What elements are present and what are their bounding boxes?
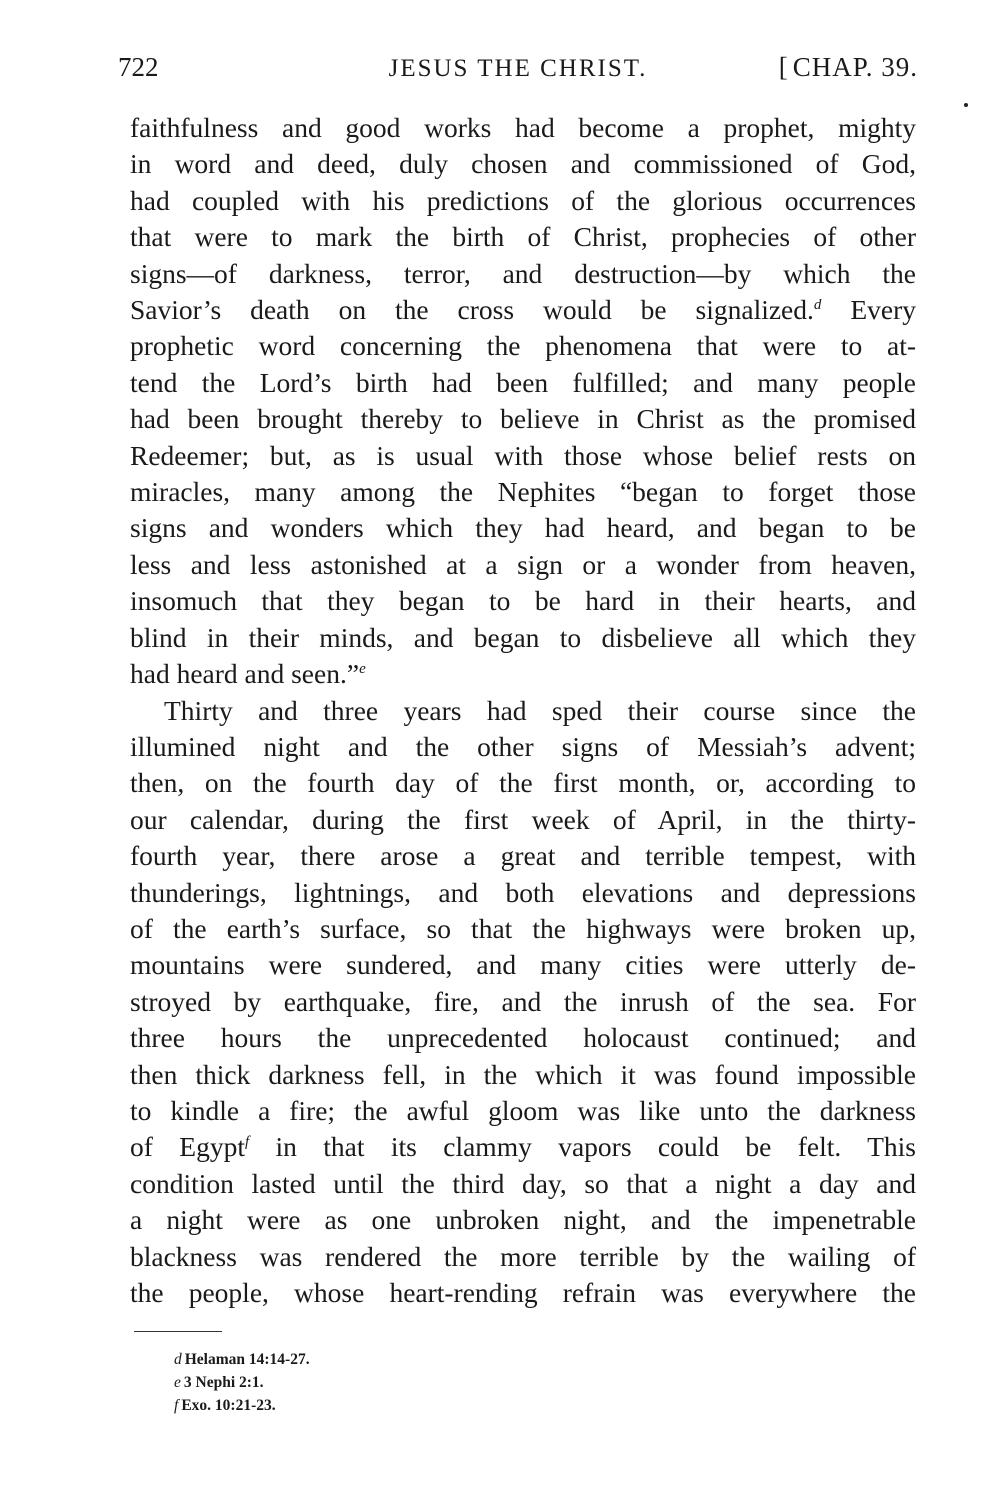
footnote-letter: d (174, 1351, 182, 1368)
text-line: fourth year, there arose a great and terrible tempest, with (130, 840, 916, 872)
text-line: illumined night and the other signs of Messiah’s advent; (130, 730, 916, 762)
text-line: our calendar, during the first week of April, in the thirty- (130, 803, 916, 835)
paragraph-2 (130, 693, 916, 1312)
text-segment: of Egypt (130, 1131, 245, 1163)
text-line: then, on the fourth day of the first month, or, according to (130, 767, 916, 799)
footnote-divider (134, 1331, 222, 1332)
footnote-text: Exo. 10:21-23. (181, 1397, 276, 1414)
footnotes (174, 1348, 310, 1417)
text-line: tend the Lord’s birth had been fulfilled; and many people (130, 366, 916, 398)
text-line (130, 1129, 916, 1165)
running-head (118, 52, 918, 92)
text-line: three hours the unprecedented holocaust continued; and (130, 1022, 916, 1054)
paragraph-1 (130, 110, 916, 693)
footnote-f (174, 1394, 310, 1417)
text-line: the people, whose heart-rending refrain was everywhere the (130, 1277, 916, 1308)
footnote-marker-e: e (359, 661, 366, 678)
text-line: to kindle a fire; the awful gloom was like unto the darkness (130, 1094, 916, 1126)
text-line: that were to mark the birth of Christ, prophecies of other (130, 221, 916, 253)
footnote-d (174, 1348, 310, 1371)
footnote-letter: e (174, 1374, 181, 1391)
text-line: had coupled with his predictions of the glorious occurrences (130, 184, 916, 216)
text-line: a night were as one unbroken night, and the impenetrable (130, 1204, 916, 1236)
text-line: thunderings, lightnings, and both elevations and depressions (130, 876, 916, 908)
footnote-text: 3 Nephi 2:1. (183, 1374, 264, 1391)
text-line: then thick darkness fell, in the which it was found impossible (130, 1058, 916, 1090)
footnote-marker-f: f (244, 1134, 250, 1151)
text-line: Thirty and three years had sped their course since the (164, 694, 916, 726)
text-line: blackness was rendered the more terrible by the wailing of (130, 1240, 916, 1272)
footnote-text: Helaman 14:14-27. (184, 1351, 310, 1368)
text-line: signs—of darkness, terror, and destruction—by which the (130, 257, 916, 289)
text-segment: Every (821, 294, 916, 326)
print-speck (964, 103, 968, 107)
text-line (130, 292, 916, 328)
text-line: Redeemer; but, as is usual with those whose belief rests on (130, 439, 916, 471)
text-line (130, 656, 916, 692)
text-line: condition lasted until the third day, so that a night a day and (130, 1167, 916, 1199)
text-line: prophetic word concerning the phenomena that were to at- (130, 330, 916, 362)
text-segment: in that its clammy vapors could be felt. This (249, 1131, 916, 1163)
chapter-reference (779, 52, 918, 83)
text-line: faithfulness and good works had become a prophet, mighty (130, 112, 916, 143)
text-line: stroyed by earthquake, fire, and the inrush of the sea. For (130, 985, 916, 1017)
body-text (130, 110, 916, 1311)
text-segment: Savior’s death on the cross would be signalized. (130, 294, 814, 326)
footnote-e (174, 1371, 310, 1394)
running-title: JESUS THE CHRIST. (388, 55, 648, 82)
text-line: of the earth’s surface, so that the highways were broken up, (130, 912, 916, 944)
chapter-label: CHAP. 39. (792, 52, 918, 82)
chapter-bracket: [ (778, 52, 789, 82)
text-line: mountains were sundered, and many cities were utterly de- (130, 949, 916, 981)
text-line: in word and deed, duly chosen and commissioned of God, (130, 148, 916, 180)
text-line: signs and wonders which they had heard, and began to be (130, 512, 916, 544)
text-line: had been brought thereby to believe in Christ as the promised (130, 403, 916, 435)
text-segment: had heard and seen.” (130, 658, 360, 690)
text-line: miracles, many among the Nephites “began to forget those (130, 476, 916, 508)
footnote-marker-d: d (813, 297, 822, 314)
text-line: insomuch that they began to be hard in their hearts, and (130, 585, 916, 617)
page-number: 722 (118, 52, 159, 82)
text-line: less and less astonished at a sign or a wonder from heaven, (130, 548, 916, 580)
footnote-letter: f (174, 1397, 179, 1414)
text-line: blind in their minds, and began to disbelieve all which they (130, 621, 916, 653)
